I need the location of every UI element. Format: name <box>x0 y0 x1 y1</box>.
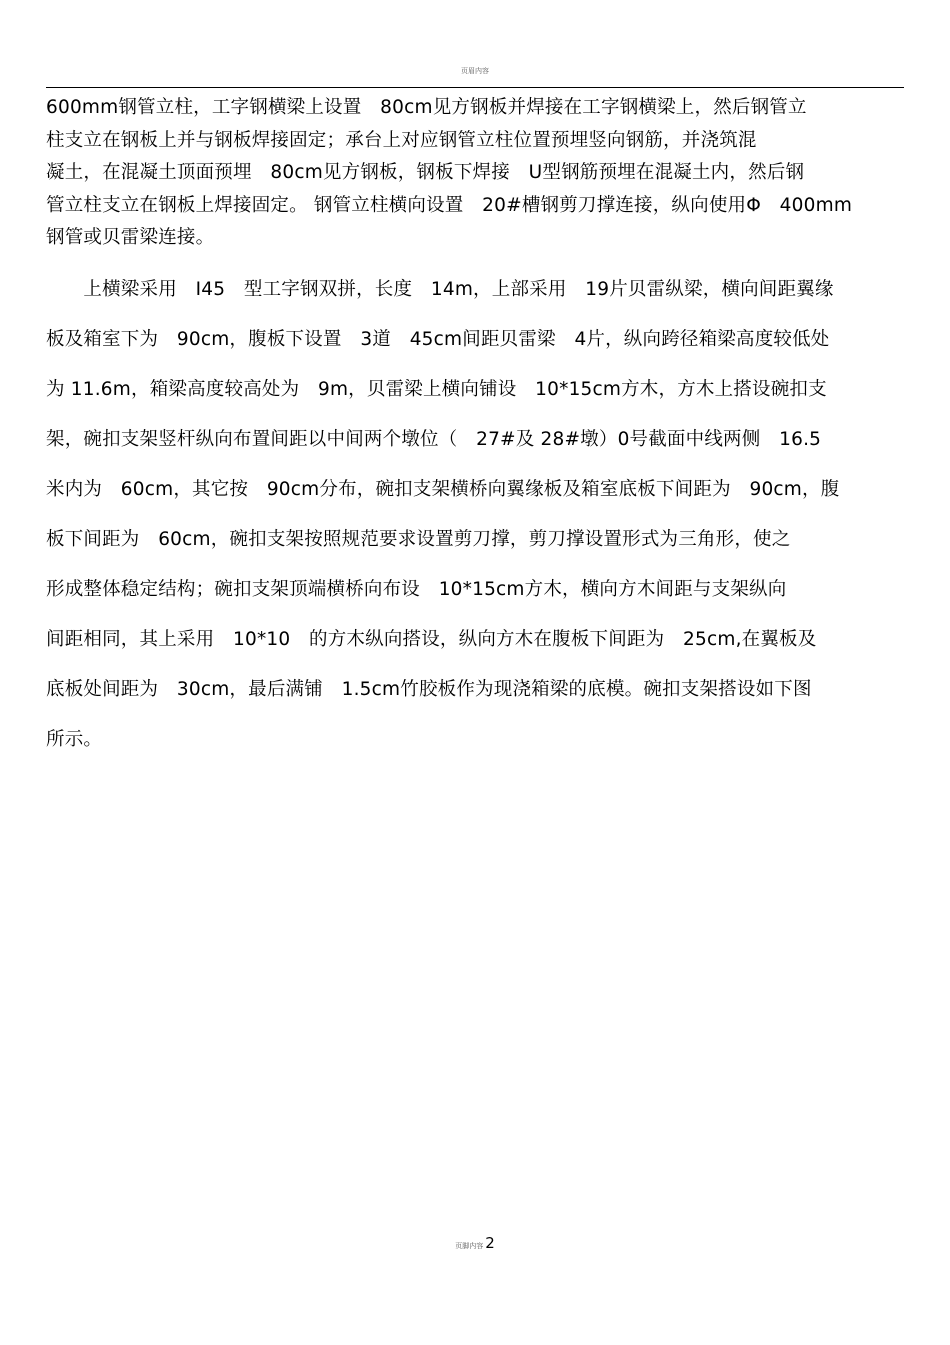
text-line: 间距相同，其上采用 10*10 的方木纵向搭设，纵向方木在腹板下间距为 25cm,在翼板及 <box>46 628 817 650</box>
text-line: 600mm钢管立柱，工字钢横梁上设置 80cm见方钢板并焊接在工字钢横梁上，然后钢管立 <box>46 97 807 118</box>
page-footer <box>0 1233 950 1256</box>
footer-label: 页脚内容 <box>455 1242 484 1250</box>
header-divider <box>46 87 904 88</box>
text-line: 板及箱室下为 90cm，腹板下设置 3道 45cm间距贝雷梁 4片，纵向跨径箱梁高度较低处 <box>46 328 830 350</box>
text-line: 柱支立在钢板上并与钢板焊接固定；承台上对应钢管立柱位置预埋竖向钢筋，并浇筑混 <box>46 129 757 151</box>
text-line: 上横梁采用 I45 型工字钢双拼，长度 14m，上部采用 19片贝雷纵梁，横向间距翼缘 <box>46 278 834 300</box>
text-line: 所示。 <box>46 728 103 750</box>
page-header <box>0 66 950 76</box>
text-line: 凝土，在混凝土顶面预埋 80cm见方钢板，钢板下焊接 U型钢筋预埋在混凝土内，然后钢 <box>46 162 805 183</box>
text-line: 为 11.6m，箱梁高度较高处为 9m，贝雷梁上横向铺设 10*15cm方木，方木上搭设碗扣支 <box>46 378 827 400</box>
text-line: 底板处间距为 30cm，最后满铺 1.5cm竹胶板作为现浇箱梁的底模。碗扣支架搭设如下图 <box>46 678 812 700</box>
text-line: 管立柱支立在钢板上焊接固定。 钢管立柱横向设置 20#槽钢剪刀撑连接，纵向使用Φ 400mm <box>46 194 853 216</box>
paragraph-upper-beam <box>46 265 924 765</box>
header-label: 页眉内容 <box>461 67 489 75</box>
text-line: 钢管或贝雷梁连接。 <box>46 227 215 248</box>
document-body <box>46 92 924 765</box>
text-line: 架，碗扣支架竖杆纵向布置间距以中间两个墩位（ 27#及 28#墩）0号截面中线两侧 16.5 <box>46 428 822 450</box>
text-line: 米内为 60cm，其它按 90cm分布，碗扣支架横桥向翼缘板及箱室底板下间距为 90cm，腹 <box>46 478 840 500</box>
text-line: 板下间距为 60cm，碗扣支架按照规范要求设置剪刀撑，剪刀撑设置形式为三角形，使之 <box>46 528 791 550</box>
paragraph-steel-columns <box>46 92 924 255</box>
page-number: 2 <box>485 1234 495 1252</box>
text-line: 形成整体稳定结构；碗扣支架顶端横桥向布设 10*15cm方木，横向方木间距与支架纵向 <box>46 578 787 600</box>
